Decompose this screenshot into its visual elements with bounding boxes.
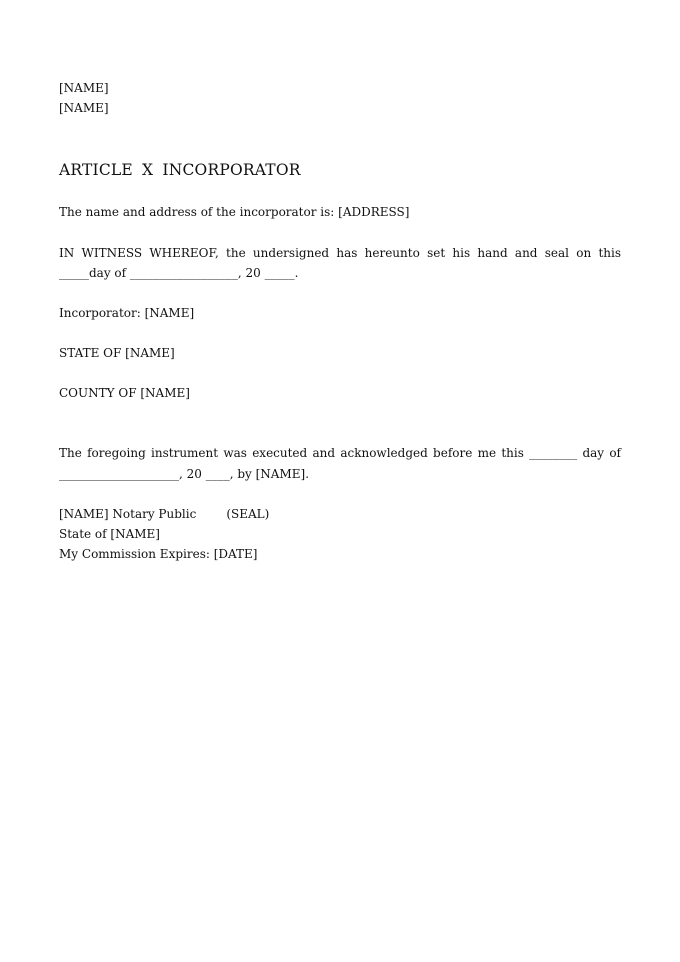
notary-public-label: [NAME] Notary Public	[59, 507, 197, 521]
witness-text-line-1: IN WITNESS WHEREOF, the undersigned has hereunto set his hand and seal on this	[59, 246, 621, 260]
incorporator-line: Incorporator: [NAME]	[59, 306, 195, 320]
notary-line	[59, 506, 269, 522]
commission-expires-line: My Commission Expires: [DATE]	[59, 547, 258, 561]
notary-state-line: State of [NAME]	[59, 527, 160, 541]
county-line: COUNTY OF [NAME]	[59, 386, 190, 400]
state-line: STATE OF [NAME]	[59, 346, 175, 360]
foregoing-text-line-2: ____________________, 20 ____, by [NAME].	[59, 467, 310, 481]
incorporator-address-text: The name and address of the incorporator is: [ADDRESS]	[59, 205, 410, 219]
article-heading: ARTICLE X INCORPORATOR	[59, 161, 301, 179]
foregoing-text-line-1: The foregoing instrument was executed and acknowledged before me this ________ day of	[59, 446, 621, 460]
seal-label: (SEAL)	[226, 507, 270, 521]
header-name-2: [NAME]	[59, 101, 109, 115]
witness-text-line-2: _____day of __________________, 20 _____.	[59, 266, 299, 280]
header-name-1: [NAME]	[59, 81, 109, 95]
